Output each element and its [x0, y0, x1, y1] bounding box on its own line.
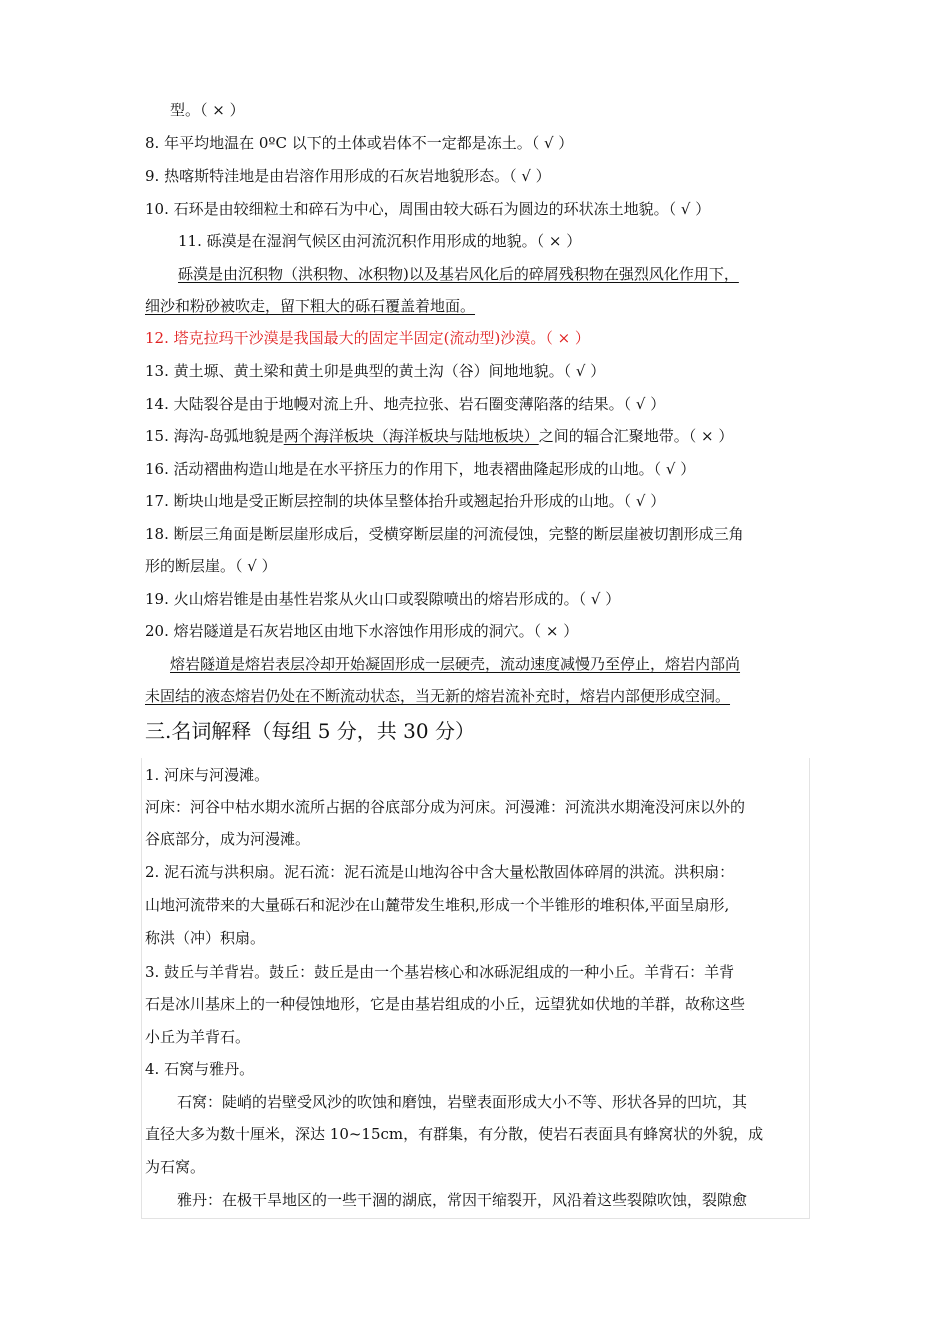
underlined-phrase: 两个海洋板块（海洋板块与陆地板块）: [283, 427, 539, 445]
answer-line-highlighted: 12. 塔克拉玛干沙漠是我国最大的固定半固定(流动型)沙漠。（ × ）: [145, 329, 590, 347]
answer-line: 20. 熔岩隧道是石灰岩地区由地下水溶蚀作用形成的洞穴。（ × ）: [145, 622, 579, 640]
definition-line: 为石窝。: [145, 1158, 206, 1176]
definition-line: 直径大多为数十厘米，深达 10~15cm，有群集，有分散，使岩石表面具有蜂窝状的外貌，成: [145, 1125, 764, 1143]
answer-line: 16. 活动褶曲构造山地是在水平挤压力的作用下，地表褶曲隆起形成的山地。（ √ ）: [145, 460, 696, 478]
section-title: 三.名词解释（每组 5 分，共 30 分）: [145, 719, 475, 743]
answer-line: 型。（ × ）: [170, 101, 245, 119]
explanation-line: 未固结的液态熔岩仍处在不断流动状态，当无新的熔岩流补充时，熔岩内部便形成空洞。: [145, 687, 731, 705]
answer-text: 15. 海沟-岛弧地貌是: [145, 427, 284, 445]
explanation-line: 砾漠是由沉积物（洪积物、冰积物)以及基岩风化后的碎屑残积物在强烈风化作用下，: [178, 265, 739, 283]
explanation-line: 细沙和粉砂被吹走，留下粗大的砾石覆盖着地面。: [145, 297, 476, 315]
answer-line: 8. 年平均地温在 0ºC 以下的土体或岩体不一定都是冻土。（ √ ）: [145, 134, 574, 152]
answer-line: [145, 426, 733, 446]
definition-line: 山地河流带来的大量砾石和泥沙在山麓带发生堆积,形成一个半锥形的堆积体,平面呈扇形,: [145, 896, 730, 914]
answer-text: 之间的辐合汇聚地带。（ × ）: [538, 427, 734, 445]
definitions-box: [141, 758, 810, 1219]
definition-line: 4. 石窝与雅丹。: [145, 1060, 255, 1078]
definition-line: 称洪（冲）积扇。: [145, 929, 266, 947]
answer-line: 形的断层崖。（ √ ）: [145, 557, 277, 575]
answer-line: 19. 火山熔岩锥是由基性岩浆从火山口或裂隙喷出的熔岩形成的。（ √ ）: [145, 590, 621, 608]
answer-line: 11. 砾漠是在湿润气候区由河流沉积作用形成的地貌。（ × ）: [178, 232, 582, 250]
answer-line: 14. 大陆裂谷是由于地幔对流上升、地壳拉张、岩石圈变薄陷落的结果。（ √ ）: [145, 395, 666, 413]
definition-line: 石是冰川基床上的一种侵蚀地形，它是由基岩组成的小丘，远望犹如伏地的羊群，故称这些: [145, 995, 746, 1013]
definition-line: 小丘为羊背石。: [145, 1028, 251, 1046]
answer-line: 9. 热喀斯特洼地是由岩溶作用形成的石灰岩地貌形态。（ √ ）: [145, 167, 551, 185]
answer-line: 10. 石环是由较细粒土和碎石为中心，周围由较大砾石为圆边的环状冻土地貌。（ √ ）: [145, 200, 711, 218]
definition-line: 雅丹：在极干旱地区的一些干涸的湖底，常因干缩裂开，风沿着这些裂隙吹蚀，裂隙愈: [177, 1191, 748, 1209]
answer-line: 13. 黄土塬、黄土梁和黄土卯是典型的黄土沟（谷）间地地貌。（ √ ）: [145, 362, 606, 380]
definition-line: 3. 鼓丘与羊背岩。鼓丘：鼓丘是由一个基岩核心和冰砾泥组成的一种小丘。羊背石：羊背: [145, 963, 735, 981]
definition-line: 河床：河谷中枯水期水流所占据的谷底部分成为河床。河漫滩：河流洪水期淹没河床以外的: [145, 798, 746, 816]
definition-line: 谷底部分，成为河漫滩。: [145, 830, 311, 848]
definition-line: 1. 河床与河漫滩。: [145, 766, 270, 784]
explanation-line: 熔岩隧道是熔岩表层冷却开始凝固形成一层硬壳，流动速度减慢乃至停止，熔岩内部尚: [170, 655, 741, 673]
answer-line: 17. 断块山地是受正断层控制的块体呈整体抬升或翘起抬升形成的山地。（ √ ）: [145, 492, 666, 510]
definition-line: 2. 泥石流与洪积扇。泥石流：泥石流是山地沟谷中含大量松散固体碎屑的洪流。洪积扇：: [145, 863, 735, 881]
answer-line: 18. 断层三角面是断层崖形成后，受横穿断层崖的河流侵蚀，完整的断层崖被切割形成三角: [145, 525, 744, 543]
definition-line: 石窝：陡峭的岩壁受风沙的吹蚀和磨蚀，岩壁表面形成大小不等、形状各异的凹坑，其: [177, 1093, 748, 1111]
